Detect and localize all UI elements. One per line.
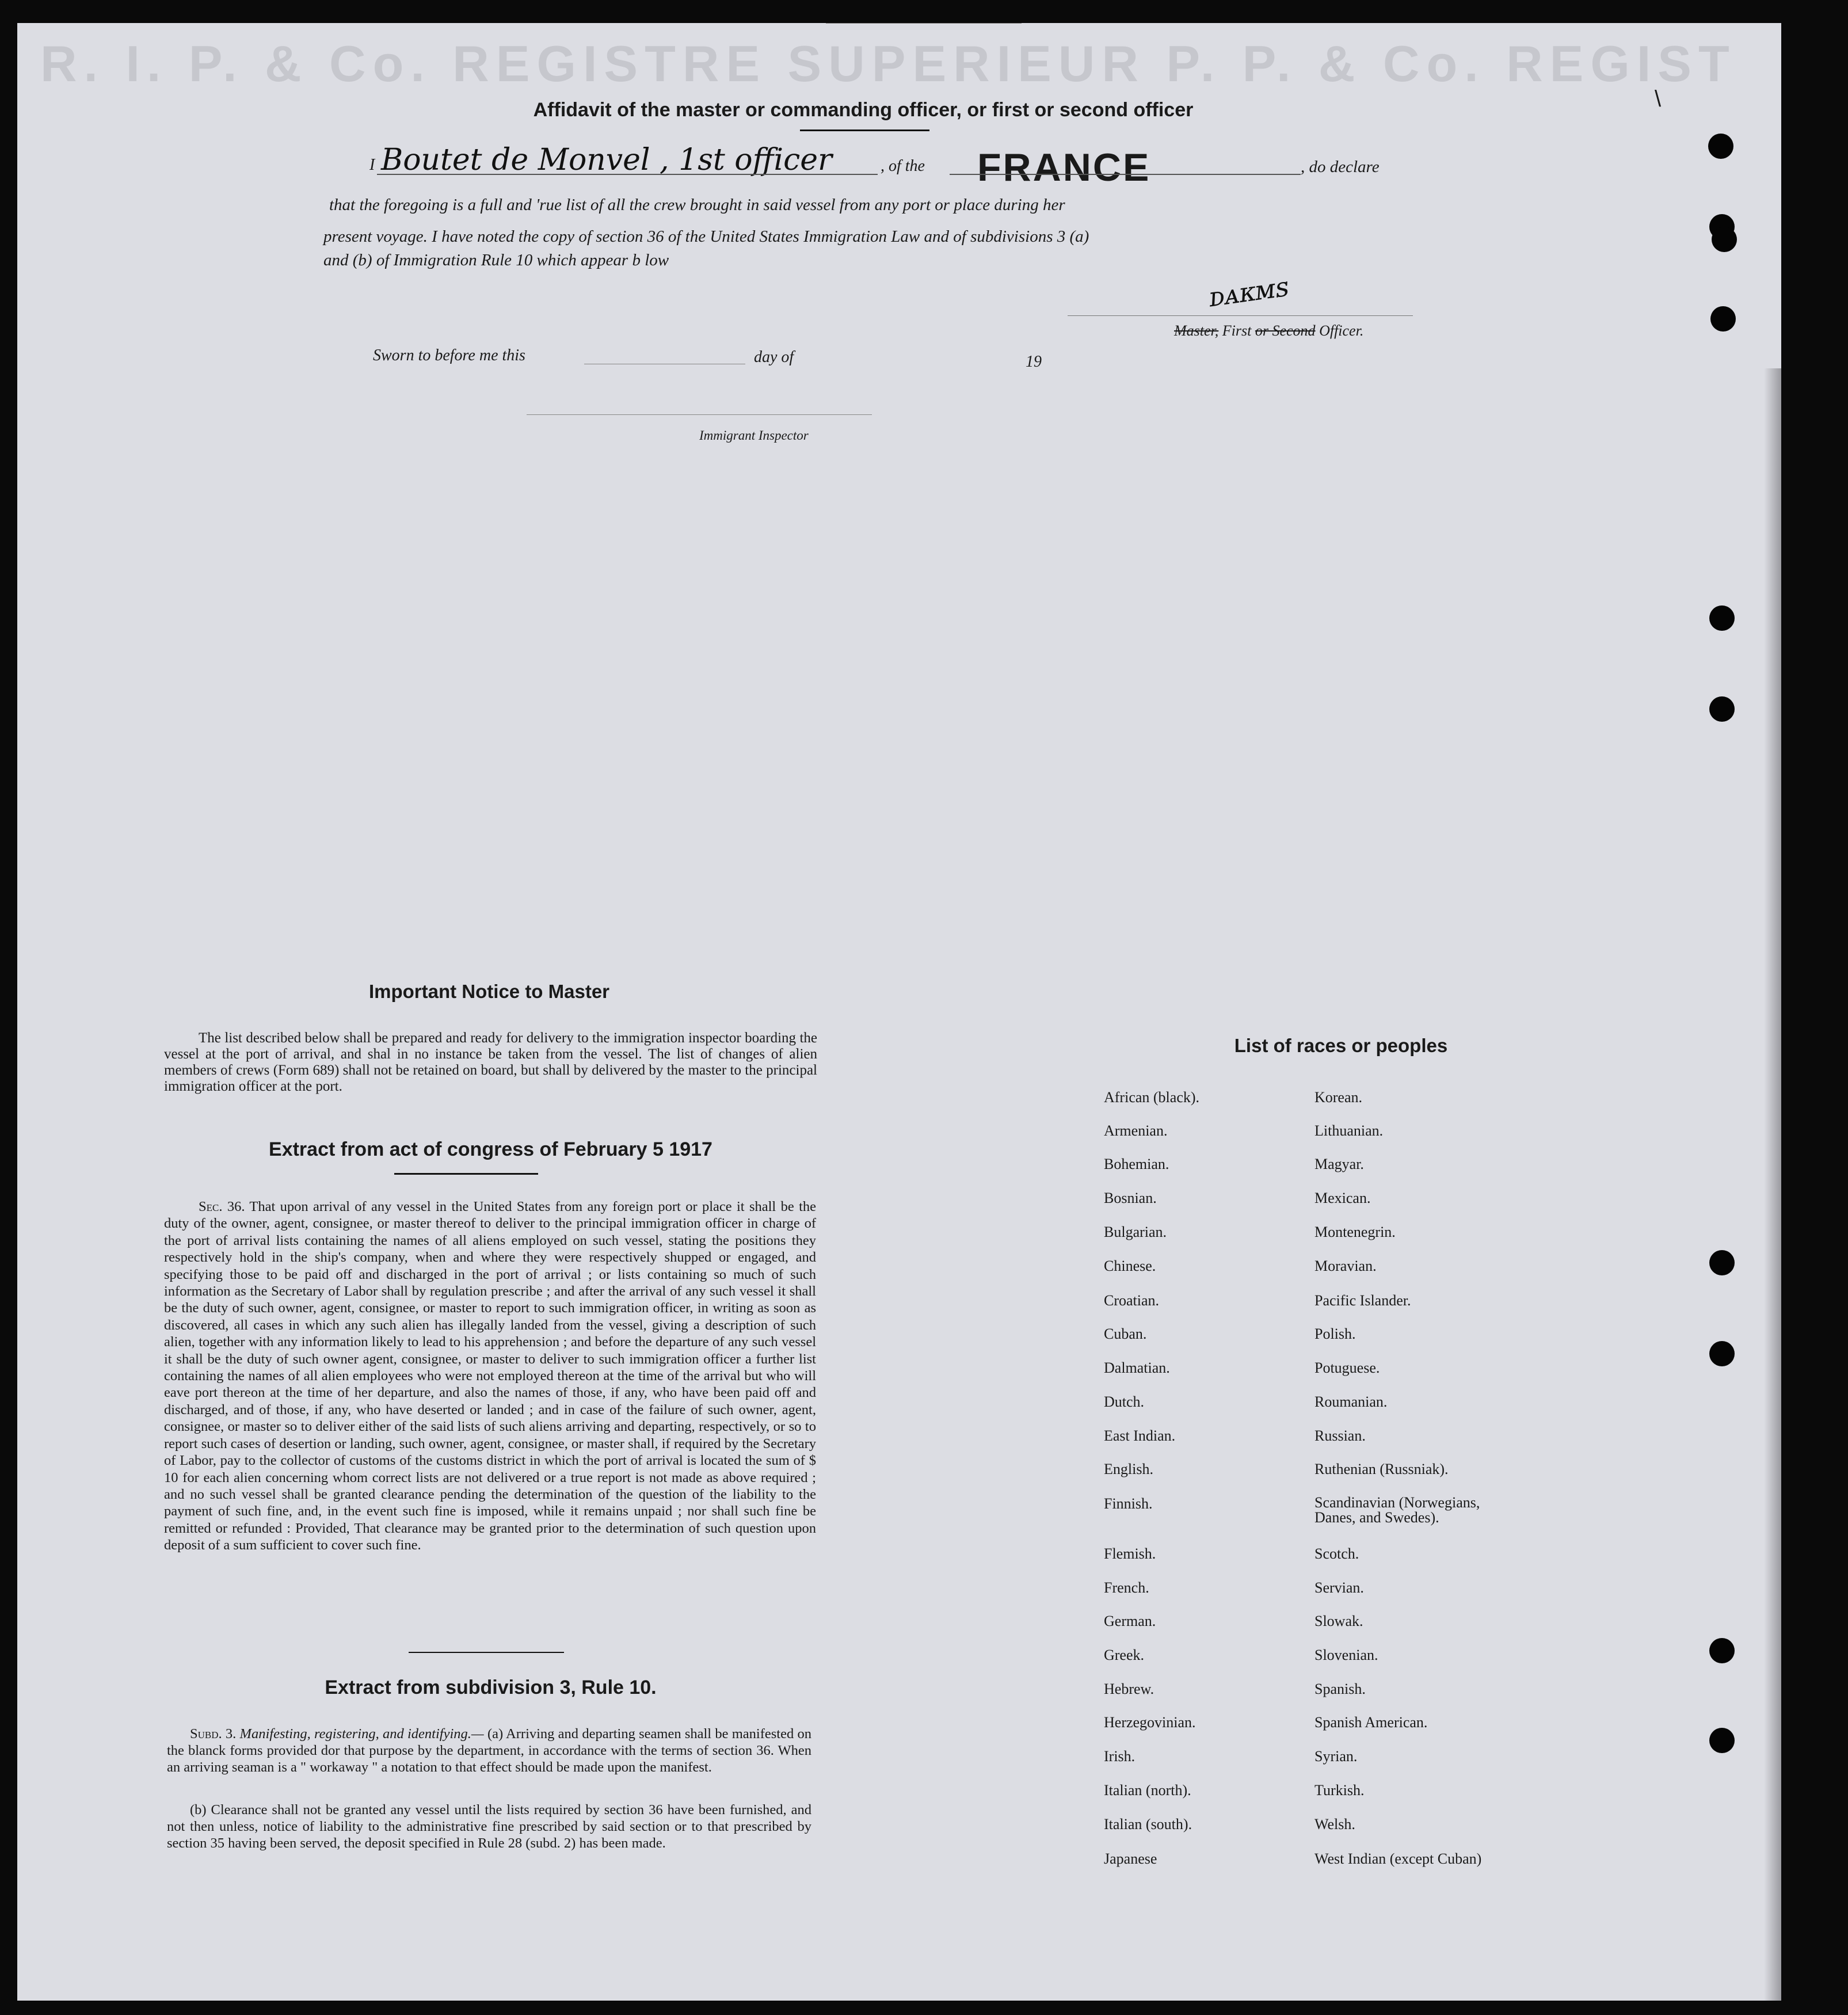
binder-hole xyxy=(1709,1341,1735,1366)
subd-3-a: (a) Arriving and departing seamen shall be manifested on the blanck forms provided dor that purpose by the department, in accordance with the terms of section 36. When an arriving seaman is a " workaway " a notation to that effect should be made upon the manifest. xyxy=(167,1726,811,1775)
day-of-label: day of xyxy=(754,348,794,366)
race-item: Croatian. xyxy=(1104,1292,1160,1309)
race-item: Chinese. xyxy=(1104,1258,1156,1274)
race-item: East Indian. xyxy=(1104,1427,1176,1444)
race-item: Italian (north). xyxy=(1104,1782,1191,1799)
race-item: German. xyxy=(1104,1613,1156,1629)
affidavit-i: I xyxy=(369,156,375,174)
race-item: Pacific Islander. xyxy=(1314,1292,1411,1309)
race-item: Lithuanian. xyxy=(1314,1122,1384,1139)
notice-body: The list described below shall be prepared and ready for delivery to the immigration inspector boarding the vessel at the port of arrival, and shal in no instance be taken from the vessel. The list of changes of alien members of crews (Form 689) shall not be retained on board, but shall by delivered by the master to the principal immigration officer at the port. xyxy=(164,1030,817,1094)
race-item: Servian. xyxy=(1314,1579,1364,1596)
race-item: Bosnian. xyxy=(1104,1190,1157,1206)
of-the-label: , of the xyxy=(881,157,925,175)
extract-act-title: Extract from act of congress of February 5 1917 xyxy=(269,1138,712,1160)
sworn-month-line xyxy=(826,23,1022,24)
race-item: Scandinavian (Norwegians, Danes, and Swedes). xyxy=(1314,1494,1480,1526)
subd-3-para-a xyxy=(167,1725,811,1776)
race-item: Finnish. xyxy=(1104,1495,1153,1512)
sec-36-label: Sec. 36. xyxy=(199,1199,245,1214)
race-item: Flemish. xyxy=(1104,1545,1156,1562)
subd-3-label: Subd. 3. xyxy=(190,1726,237,1742)
vessel-line xyxy=(950,174,1301,175)
binder-hole xyxy=(1708,134,1733,159)
race-item: Italian (south). xyxy=(1104,1816,1192,1833)
caption-first: First xyxy=(1218,322,1255,339)
race-item: Scotch. xyxy=(1314,1545,1359,1562)
race-item: Moravian. xyxy=(1314,1258,1377,1274)
page-edge-shadow xyxy=(1764,368,1781,2001)
race-item: Mexican. xyxy=(1314,1190,1371,1206)
affidavit-line-3: present voyage. I have noted the copy of section 36 of the United States Immigration Law and of subdivisions 3 (a) xyxy=(323,227,1089,246)
race-item: Spanish. xyxy=(1314,1681,1366,1697)
race-item: Dalmatian. xyxy=(1104,1359,1170,1376)
corner-mark: \ xyxy=(1655,86,1662,112)
sworn-label: Sworn to before me this xyxy=(373,346,525,364)
race-item: Irish. xyxy=(1104,1748,1136,1765)
race-item: Potuguese. xyxy=(1314,1359,1380,1376)
race-item: Spanish American. xyxy=(1314,1714,1428,1731)
races-title: List of races or peoples xyxy=(1234,1035,1448,1056)
race-item: Dutch. xyxy=(1104,1393,1145,1410)
affidavit-line-4: and (b) of Immigration Rule 10 which appear b low xyxy=(323,251,669,269)
subd-3-para-b: (b) Clearance shall not be granted any vessel until the lists required by section 36 have been furnished, and not then unless, notice of liability to the administrative fine prescribed by said section or to that prescribed by section 35 having been served, the deposit specified in Rule 28 (subd. 2) has been made. xyxy=(167,1802,811,1851)
binder-hole xyxy=(1709,605,1735,631)
document-page xyxy=(17,23,1781,2001)
sec-36-body: That upon arrival of any vessel in the United States from any foreign port or place it shall be the duty of the owner, agent, consignee, or master thereof to deliver to the principal immigration officer in charge of the port of arrival lists containing the names of all aliens employed on such vessel, stating the positions they respectively hold in the ship's company, when and where they were respectively shupped or engaged, and specifying those to be paid off and discharged in the port of arrival ; or lists containing so much of such information as the Secretary of Labor shall by regulation prescribe ; and after the arrival of any such vessel it shall be the duty of such owner, agent, consignee, or master to report to such immigration officer, in writing as soon as discovered, all cases in which any such alien has illegally landed from the vessel, giving a description of such alien, together with any information likely to lead to his apprehension ; and before the departure of any such vessel it shall be the duty of such owner agent, consignee, or master to deliver to such immigration officer a further list containing the names of all alien employees who were not employed thereon at the time of the arrival but who will eave port thereon at the time of her departure, and also the names of those, if any, who have been paid off and discharged, and of those, if any, who have deserted or landed ; and in case of the failure of such owner, agent, consignee, or master so to deliver either of the said lists of such aliens arriving and departing, respectively, or so to report such cases of desertion or landing, such owner, agent, consignee, or master shall, if required by the Secretary of Labor, pay to the collector of customs of the customs district in which the port of arrival is located the sum of $ 10 for each alien concerning whom correct lists are not delivered or a true report is not made as above required ; and no such vessel shall be granted clearance pending the determination of the question of the liability to the payment of such fine, and, in the event such fine is imposed, while it remains unpaid ; nor shall such fine be remitted or refunded : Provided, That clearance may be granted prior to the determination of such question upon deposit of a sum sufficient to cover such fine. xyxy=(164,1199,816,1553)
race-item: Cuban. xyxy=(1104,1325,1147,1342)
inspector-label: Immigrant Inspector xyxy=(699,428,809,443)
inspector-line xyxy=(527,414,872,415)
race-item: Bulgarian. xyxy=(1104,1224,1167,1240)
race-item: Slowak. xyxy=(1314,1613,1363,1629)
binder-hole xyxy=(1709,1250,1735,1275)
race-item: Hebrew. xyxy=(1104,1681,1154,1697)
race-item: Russian. xyxy=(1314,1427,1366,1444)
caption-or-second: or Second xyxy=(1255,322,1316,339)
signature-caption xyxy=(1174,322,1363,339)
race-item: Magyar. xyxy=(1314,1156,1364,1172)
race-item: Bohemian. xyxy=(1104,1156,1169,1172)
binder-hole xyxy=(1710,306,1736,332)
race-item: Greek. xyxy=(1104,1647,1145,1663)
extract-rule-title: Extract from subdivision 3, Rule 10. xyxy=(325,1677,657,1698)
divider xyxy=(409,1652,564,1653)
affidavit-heading: Affidavit of the master or commanding officer, or first or second officer xyxy=(533,99,1194,121)
affidavit-line-2: that the foregoing is a full and 'rue list of all the crew brought in said vessel from any port or place during her xyxy=(329,196,1065,214)
officer-name-handwritten: Boutet de Monvel , 1st officer xyxy=(381,143,832,177)
race-item: African (black). xyxy=(1104,1089,1200,1106)
race-item: Japanese xyxy=(1104,1850,1157,1867)
name-line xyxy=(377,174,878,175)
caption-officer: Officer. xyxy=(1315,322,1364,339)
sec-36-text xyxy=(164,1198,816,1554)
signature-line xyxy=(1068,315,1413,316)
binder-hole xyxy=(1709,1728,1735,1753)
year-prefix: 19 xyxy=(1026,353,1042,371)
binder-hole xyxy=(1712,227,1737,252)
do-declare: , do declare xyxy=(1301,158,1380,176)
binder-hole xyxy=(1709,1638,1735,1663)
watermark-text: R. I. P. & Co. REGISTRE SUPERIEUR P. P. & Co. REGIST xyxy=(40,35,1736,92)
binder-hole xyxy=(1709,696,1735,722)
race-item: Armenian. xyxy=(1104,1122,1168,1139)
race-item: Montenegrin. xyxy=(1314,1224,1396,1240)
race-item: West Indian (except Cuban) xyxy=(1314,1850,1482,1867)
divider xyxy=(394,1173,538,1175)
race-item: Turkish. xyxy=(1314,1782,1365,1799)
race-item: Korean. xyxy=(1314,1089,1363,1106)
caption-master: Master, xyxy=(1174,322,1219,339)
race-item: Herzegovinian. xyxy=(1104,1714,1196,1731)
race-item: Slovenian. xyxy=(1314,1647,1378,1663)
race-item: Syrian. xyxy=(1314,1748,1358,1765)
divider xyxy=(800,129,929,131)
race-item: Welsh. xyxy=(1314,1816,1355,1833)
race-item: Ruthenian (Russniak). xyxy=(1314,1461,1449,1477)
officer-signature: ᴅᴀᴋᴍꜱ xyxy=(1206,271,1291,313)
vessel-name: FRANCE xyxy=(977,146,1151,189)
subd-3-heading: Manifesting, registering, and identifying.— xyxy=(239,1726,484,1742)
notice-title: Important Notice to Master xyxy=(368,981,610,1002)
race-item: Polish. xyxy=(1314,1325,1356,1342)
race-item: English. xyxy=(1104,1461,1153,1477)
race-item: French. xyxy=(1104,1579,1149,1596)
race-item: Roumanian. xyxy=(1314,1393,1388,1410)
